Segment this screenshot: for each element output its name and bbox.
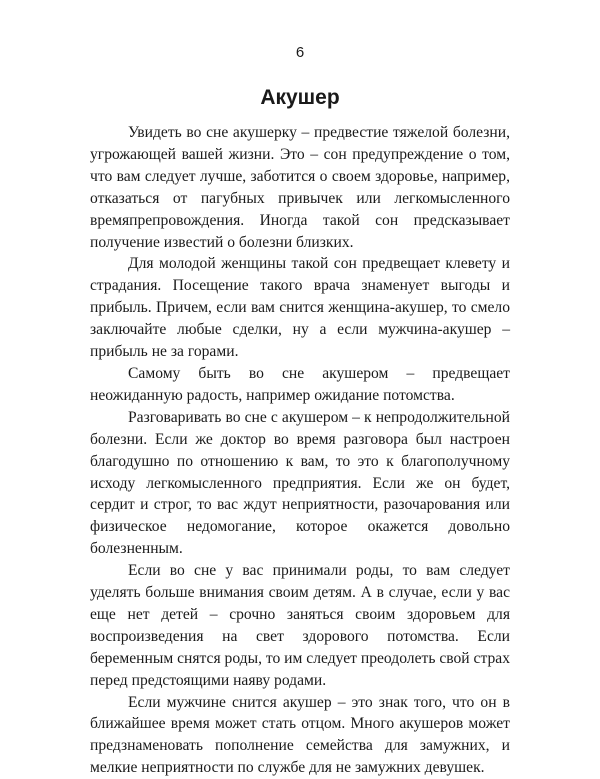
paragraph: Увидеть во сне акушерку – предвестие тяжелой болезни, угрожающей вашей жизни. Это – сон предупреждение о том, что вам следует лучше, заботится о своем здоровье, например, отказаться от пагубных привычек или легкомысленного времяпрепровождения. Иногда такой сон предсказывает получение известий о болезни близких. [90,124,510,251]
paragraph: Если мужчине снится акушер – это знак того, что он в ближайшее время может стать отцом. Много акушеров может предзнаменовать пополнение семейства для замужних, и мелкие неприятности по службе для не замужних девушек. [90,693,510,777]
paragraph: Разговаривать во сне с акушером – к непродолжительной болезни. Если же доктор во время разговора был настроен благодушно по отношению к вам, то это к благополучному исходу легкомысленного предприятия. Если же он будет, сердит и строг, то вас ждут неприятности, разочарования или физическое недомогание, которое окажется довольно болезненным. [90,408,510,558]
paragraph: Для молодой женщины такой сон предвещает клевету и страдания. Посещение такого врача знаменует выгоды и прибыль. Причем, если вам снится женщина-акушер, то смело заключайте любые сделки, ну а если мужчина-акушер – прибыль не за горами. [90,255,510,361]
page-number: 6 [295,44,305,61]
paragraph: Самому быть во сне акушером – предвещает неожиданную радость, например ожидание потомства. [90,364,510,404]
article-body [90,122,510,779]
paragraph: Если во сне у вас принимали роды, то вам следует уделять больше внимания своим детям. А в случае, если у вас еще нет детей – срочно заняться своим здоровьем для воспроизведения на свет здорового потомства. Если беременным снятся роды, то им следует преодолеть свой страх перед предстоящими наяву родами. [90,562,510,689]
page-title: Акушер [260,86,340,109]
